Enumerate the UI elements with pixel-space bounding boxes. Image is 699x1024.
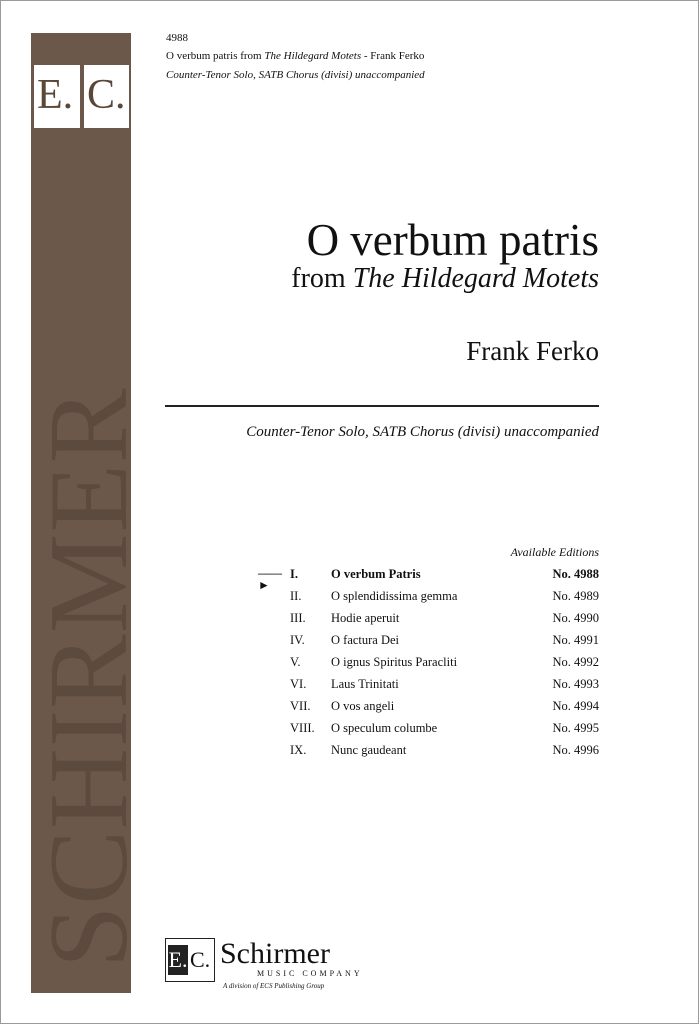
edition-row — [258, 722, 599, 744]
edition-number: No. 4989 — [552, 589, 599, 603]
edition-number: No. 4992 — [552, 655, 599, 669]
edition-row — [258, 612, 599, 634]
spine-publisher-word: SCHIRMER — [27, 387, 151, 968]
edition-name: Laus Trinitati — [331, 677, 399, 691]
edition-roman: VI. — [290, 677, 307, 691]
edition-roman: II. — [290, 589, 302, 603]
edition-name: Nunc gaudeant — [331, 743, 407, 757]
edition-roman: VIII. — [290, 721, 315, 735]
edition-row — [258, 634, 599, 656]
editions-list — [258, 568, 599, 766]
edition-number: No. 4993 — [552, 677, 599, 691]
divider-rule — [165, 405, 599, 407]
edition-roman: V. — [290, 655, 301, 669]
edition-name: O splendidissima gemma — [331, 589, 458, 603]
publisher-name: Schirmer — [220, 937, 330, 970]
header-title-line: O verbum patris from The Hildegard Motets - Frank Ferko — [166, 50, 425, 62]
edition-roman: III. — [290, 611, 306, 625]
edition-roman: IV. — [290, 633, 305, 647]
edition-row — [258, 700, 599, 722]
schirmer-spine-band — [27, 33, 151, 993]
edition-name: O factura Dei — [331, 633, 400, 647]
edition-number: No. 4988 — [552, 567, 599, 581]
publisher-division: A division of ECS Publishing Group — [223, 982, 325, 990]
edition-name: O ignus Spiritus Paracliti — [331, 655, 458, 669]
edition-number: No. 4995 — [552, 721, 599, 735]
subtitle: from The Hildegard Motets — [291, 263, 599, 294]
edition-row — [258, 656, 599, 678]
edition-row — [258, 568, 599, 590]
catalog-number: 4988 — [166, 32, 188, 44]
edition-name: Hodie aperuit — [331, 611, 400, 625]
edition-roman: IX. — [290, 743, 307, 757]
publisher-subname: MUSIC COMPANY — [257, 969, 363, 978]
edition-number: No. 4994 — [552, 699, 599, 713]
edition-row — [258, 744, 599, 766]
publisher-logo — [165, 938, 365, 998]
composer-name: Frank Ferko — [466, 336, 599, 366]
edition-roman: I. — [290, 567, 298, 581]
current-edition-arrow-icon: ——► — [258, 566, 282, 592]
edition-row — [258, 678, 599, 700]
page-title: O verbum patris — [306, 215, 599, 266]
edition-row — [258, 590, 599, 612]
header-voicing-line: Counter-Tenor Solo, SATB Chorus (divisi) unaccompanied — [166, 69, 425, 81]
edition-name: O verbum Patris — [331, 567, 421, 581]
available-editions-heading: Available Editions — [510, 545, 599, 559]
edition-number: No. 4996 — [552, 743, 599, 757]
spine-logo-e: E. — [34, 65, 80, 128]
edition-roman: VII. — [290, 699, 311, 713]
voicing-text: Counter-Tenor Solo, SATB Chorus (divisi) unaccompanied — [246, 424, 599, 440]
edition-name: O speculum columbe — [331, 721, 438, 735]
edition-number: No. 4991 — [552, 633, 599, 647]
publisher-ec-mark: E. C. — [165, 938, 215, 982]
edition-number: No. 4990 — [552, 611, 599, 625]
spine-logo-c: C. — [84, 65, 129, 128]
edition-name: O vos angeli — [331, 699, 395, 713]
